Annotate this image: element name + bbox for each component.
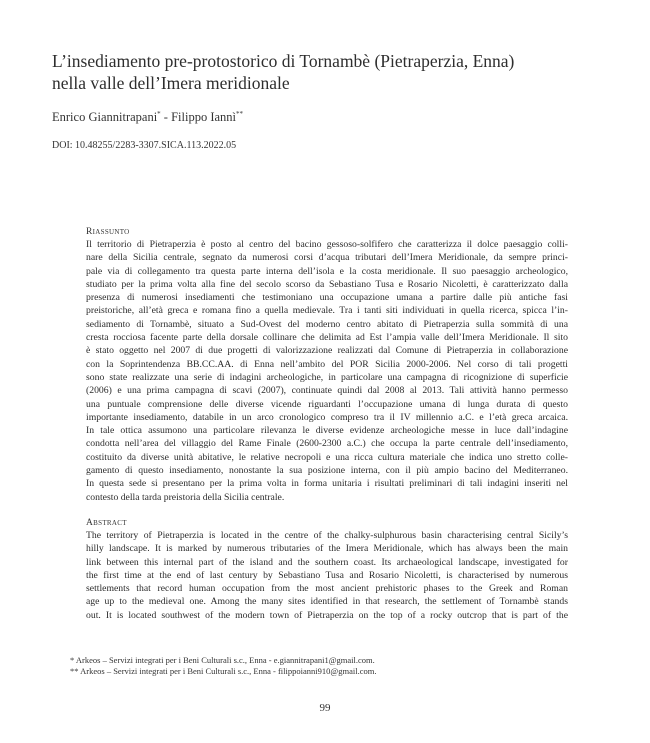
- riassunto-line: Il territorio di Pietraperzia è posto al centro del bacino gessoso-solfifero che caratterizza il dolce paesaggio colli-: [86, 239, 568, 250]
- riassunto-line: importante insediamento, databile in un arco cronologico compreso tra il IV millennio a.C. e l’età greca arcaica.: [86, 411, 568, 423]
- abstract-line: hilly landscape. It is marked by numerous tributaries of the Imera Meridionale, which has always been the main: [86, 543, 568, 555]
- abstract-line: settlements that record human occupation from the most ancient prehistoric phases to the Greek and Roman: [86, 583, 568, 595]
- riassunto-line: In questa sede si presentano per la prima volta in forma unitaria i risultati preliminari di tali indagini inseriti nel: [86, 478, 568, 490]
- author-footnote-mark: **: [236, 110, 244, 118]
- riassunto-line: studiato per la prima volta alla fine del secolo scorso da Sebastiano Tusa e Rosario Nicoletti, è caratterizzato dalla: [86, 278, 568, 290]
- riassunto-body: [86, 238, 568, 504]
- abstract-line: The territory of Pietraperzia is located in the centre of the chalky-sulphurous basin characterising central Sicily’s: [86, 530, 568, 541]
- riassunto-line: cresta rocciosa facente parte della dorsale collinare che delimita ad Est l’ampia valle dell’Imera Meridionale. Il sito: [86, 332, 568, 344]
- page-number: 99: [319, 702, 331, 714]
- article-title: [52, 50, 612, 94]
- abstract-heading: Abstract: [86, 518, 127, 528]
- abstract-body: [86, 529, 568, 622]
- riassunto-line: In tale ottica assumono una particolare rilevanza le diverse evidenze archeologiche messe in luce dall’indagine: [86, 425, 568, 437]
- riassunto-line: presenza di numerosi insediamenti che testimoniano una occupazione umana a partire dalle più antiche fasi: [86, 292, 568, 304]
- riassunto-line: (2006) e una prima campagna di scavi (2007), continuate quindi dal 2008 al 2013. Tali attività hanno permesso: [86, 385, 568, 397]
- footnote: * Arkeos – Servizi integrati per i Beni Culturali s.c., Enna - e.giannitrapani1@gmail.com.: [70, 655, 375, 665]
- riassunto-line: nare della Sicilia centrale, segnato da numerosi corsi d’acqua tributari dell’Imera Meridionale, da sempre princi-: [86, 252, 568, 264]
- riassunto-line: contesto della tarda preistoria della Sicilia centrale.: [86, 491, 285, 503]
- abstract-line: the first time at the end of last century by Sebastiano Tusa and Rosario Nicoletti, is characterised by numerous: [86, 569, 568, 581]
- author-line: [52, 110, 243, 125]
- author-name: Filippo Iannì: [171, 110, 237, 124]
- author-footnote-mark: *: [157, 110, 161, 118]
- abstract-line: age up to the medieval one. Among the many sites identified in that research, the settlement of Tornambè stands: [86, 596, 568, 608]
- author-name: Enrico Giannitrapani: [52, 110, 158, 124]
- riassunto-line: una puntuale comprensione delle diverse vicende riguardanti l’occupazione umana di lunga durata di questo: [86, 398, 568, 410]
- riassunto-line: condotta nell’area del villaggio del Rame Finale (2600-2300 a.C.) che occupa la parte centrale dell’insediamento,: [86, 438, 568, 450]
- abstract-line: link between this internal part of the island and the southern coast. Its archaeological landscape, investigated for: [86, 556, 568, 568]
- riassunto-line: preistoriche, all’età greca e romana fino a quella medievale. Tra i tanti siti individuati in quella ricerca, spicca l’in-: [86, 305, 568, 317]
- riassunto-line: sediamento di Tornambè, situato a Sud-Ovest del moderno centro abitato di Pietraperzia sulla sommità di una: [86, 318, 568, 330]
- riassunto-line: sono state realizzate una serie di indagini archeologiche, in particolare una campagna di ricognizione di superficie: [86, 371, 568, 383]
- riassunto-line: è stato oggetto nel 2007 di due progetti di valorizzazione realizzati dal Comune di Pietraperzia in collaborazione: [86, 345, 568, 357]
- riassunto-line: pale via di collegamento tra questa parte interna dell’isola e la costa meridionale. Il suo paesaggio archeologico,: [86, 265, 568, 277]
- riassunto-heading: Riassunto: [86, 227, 130, 237]
- doi: DOI: 10.48255/2283-3307.SICA.113.2022.05: [52, 140, 237, 151]
- riassunto-line: con la Soprintendenza BB.CC.AA. di Enna nell’ambito del POR Sicilia 2000-2006. Nel corso di tali progetti: [86, 358, 568, 370]
- abstract-line: out. It is located southwest of the modern town of Pietraperzia on the top of a rocky outcrop that is part of the: [86, 609, 568, 621]
- footnotes: [70, 655, 376, 677]
- riassunto-line: costituito da diverse unità abitative, le relative necropoli e una ricca cultura materiale che indica uno stretto colle-: [86, 451, 568, 463]
- author-separator: -: [160, 110, 172, 124]
- title-line-1: L’insediamento pre-protostorico di Tornambè (Pietraperzia, Enna): [52, 51, 515, 71]
- riassunto-line: gamento di questo insediamento, nonostante la sua posizione interna, con il più ampio bacino del Mediterraneo.: [86, 465, 568, 477]
- footnote: ** Arkeos – Servizi integrati per i Beni Culturali s.c., Enna - filippoianni910@gmail.com.: [70, 666, 377, 676]
- title-line-2: nella valle dell’Imera meridionale: [52, 73, 290, 93]
